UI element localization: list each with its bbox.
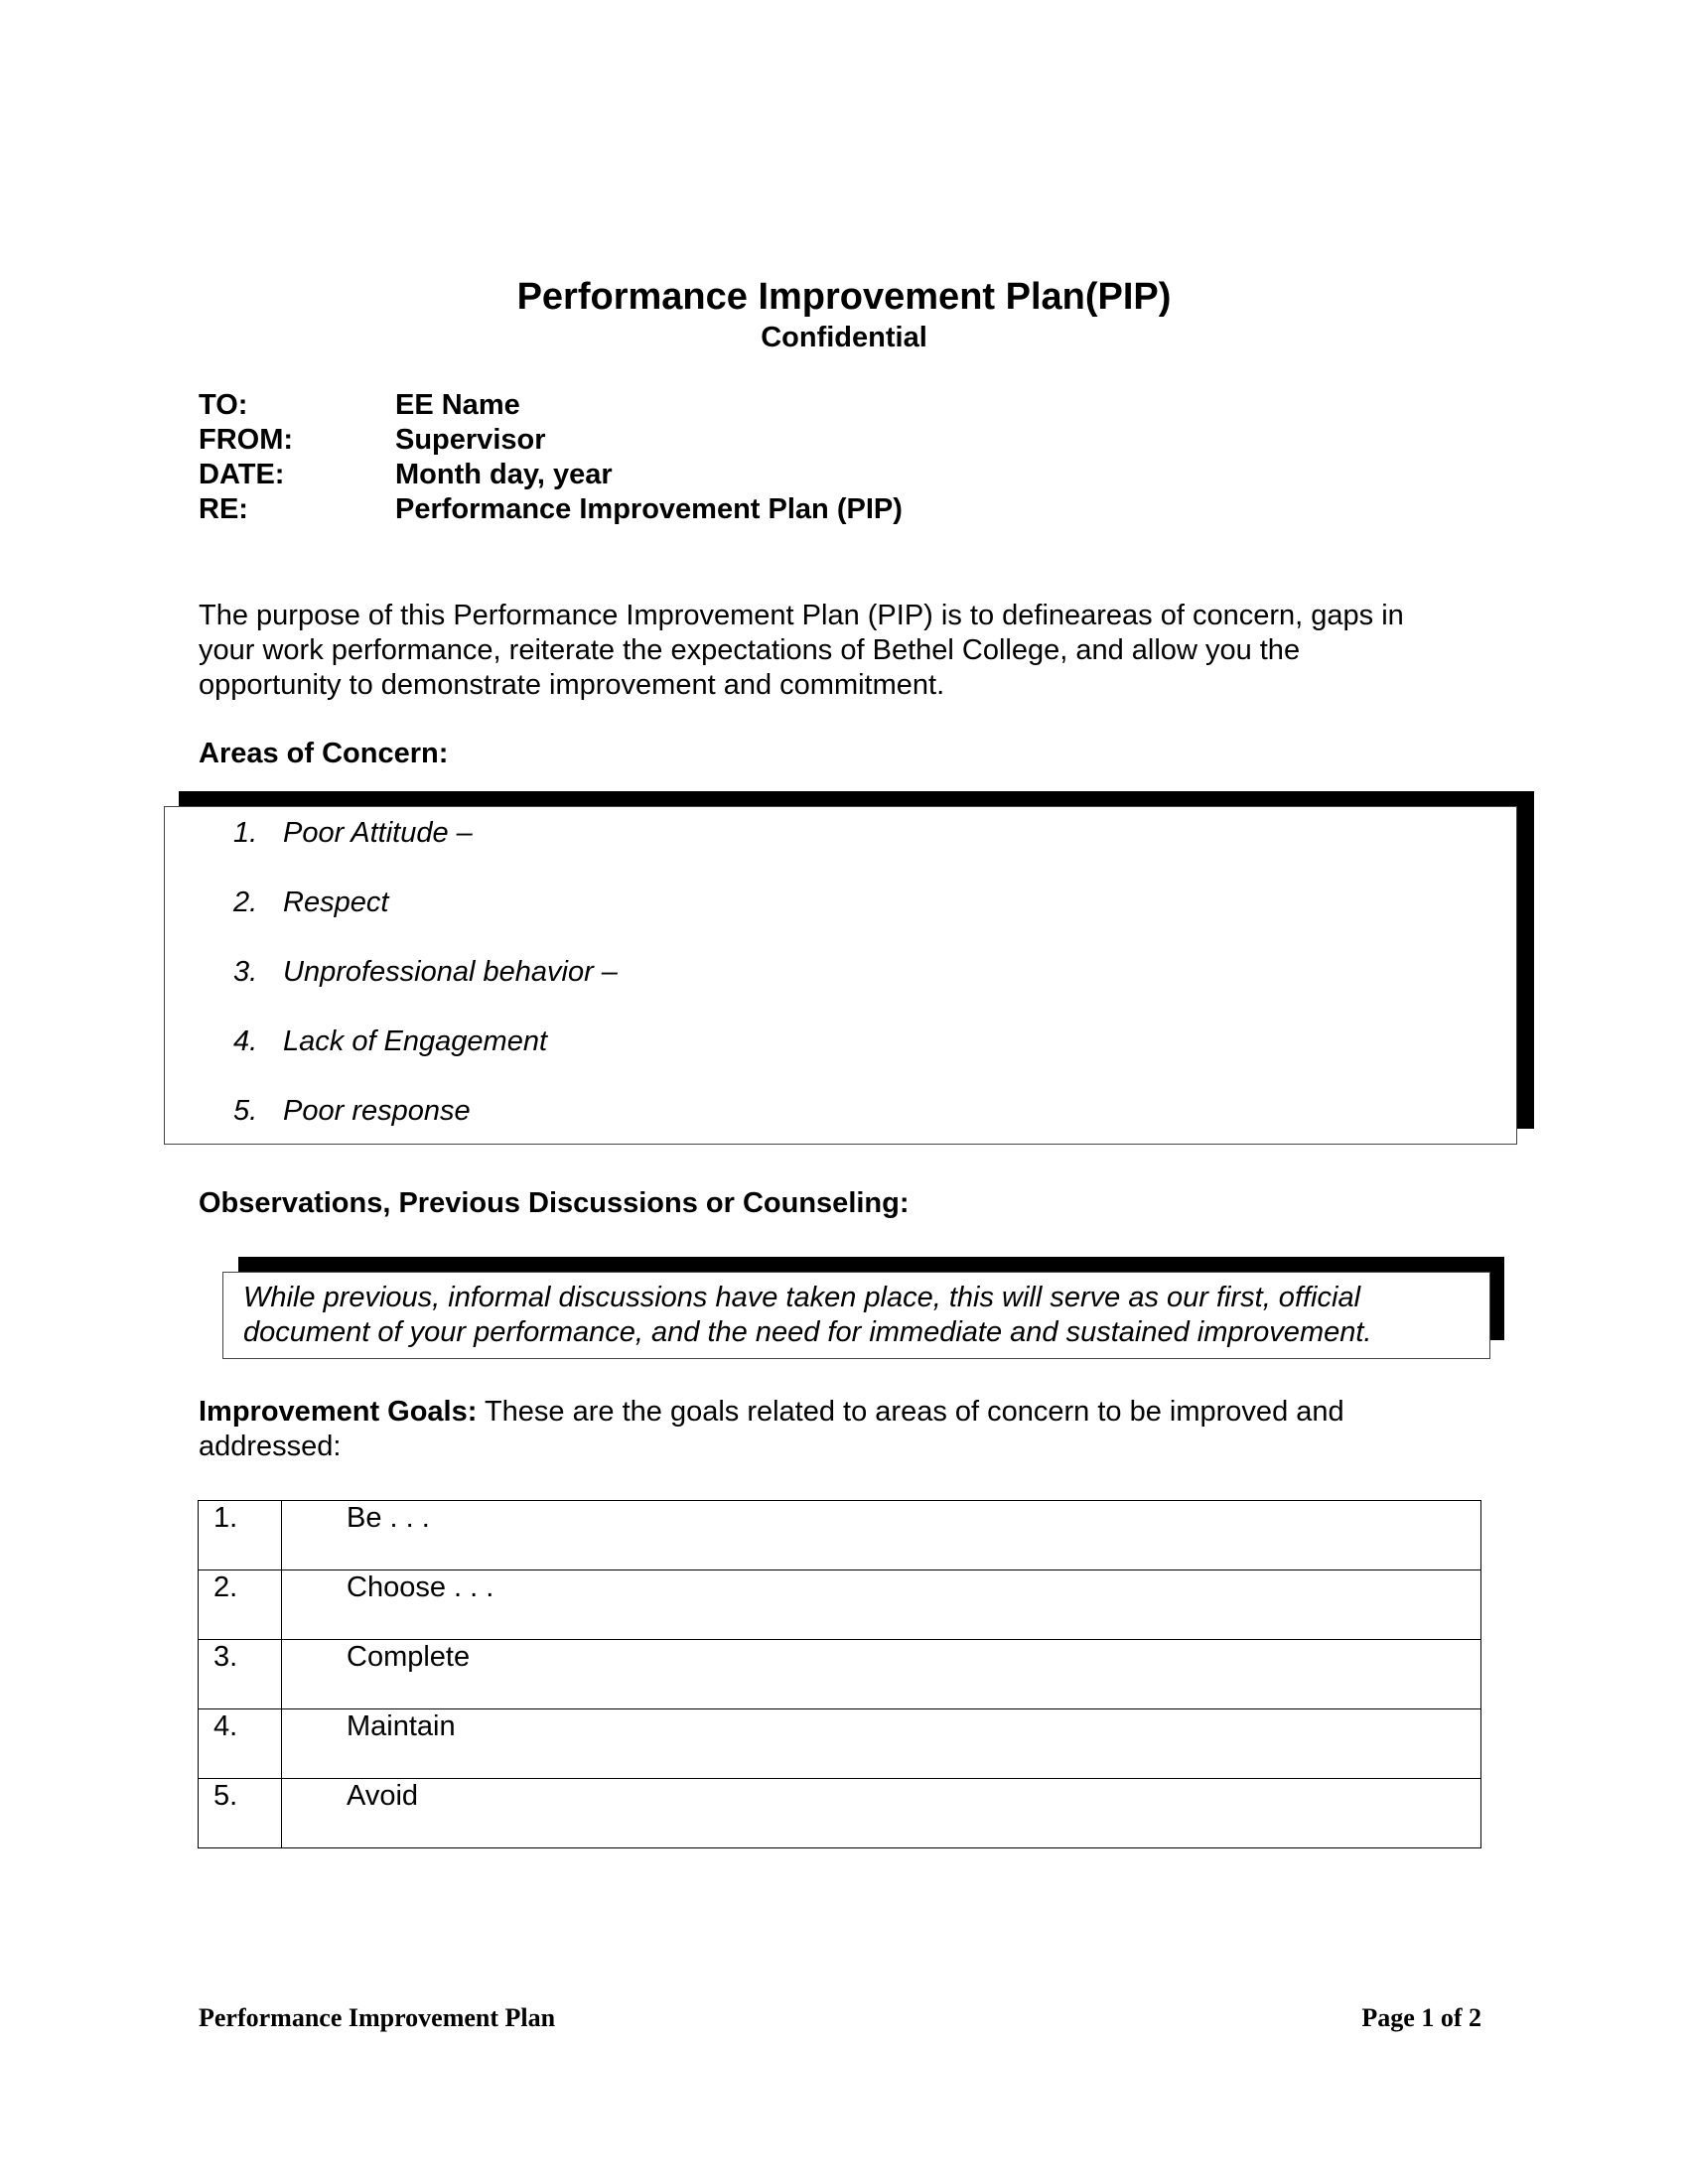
improvement-goals-intro-line-2: addressed: bbox=[199, 1431, 342, 1462]
improvement-goals-intro-text: These are the goals related to areas of concern to be improved and bbox=[477, 1396, 1344, 1428]
concern-number: 5. bbox=[233, 1095, 258, 1127]
improvement-goals-table bbox=[198, 1500, 1481, 1848]
observations-box bbox=[222, 1272, 1490, 1359]
concern-number: 2. bbox=[233, 887, 258, 918]
table-row bbox=[199, 1570, 1481, 1640]
goal-text: Be . . . bbox=[282, 1501, 1481, 1570]
improvement-goals-intro bbox=[199, 1395, 1509, 1464]
concern-text: Poor response bbox=[283, 1095, 471, 1127]
concern-number: 4. bbox=[233, 1025, 258, 1057]
goal-number: 1. bbox=[199, 1501, 282, 1570]
memo-re-label: RE: bbox=[199, 493, 248, 525]
memo-to-label: TO: bbox=[199, 389, 248, 421]
memo-date-row bbox=[199, 459, 1489, 493]
memo-to-row bbox=[199, 389, 1489, 424]
table-row bbox=[199, 1640, 1481, 1709]
memo-from-row bbox=[199, 424, 1489, 459]
goal-number: 3. bbox=[199, 1640, 282, 1709]
observations-text bbox=[243, 1281, 1475, 1350]
goal-text: Complete bbox=[282, 1640, 1481, 1709]
purpose-paragraph bbox=[199, 599, 1509, 703]
purpose-line-3: opportunity to demonstrate improvement and commitment. bbox=[199, 669, 945, 701]
goal-text: Avoid bbox=[282, 1779, 1481, 1848]
concern-text: Poor Attitude – bbox=[283, 817, 473, 849]
concern-text: Unprofessional behavior – bbox=[283, 956, 618, 988]
purpose-line-1: The purpose of this Performance Improvement Plan (PIP) is to defineareas of concern, gaps in bbox=[199, 600, 1404, 631]
footer-document-title: Performance Improvement Plan bbox=[199, 2003, 556, 2032]
memo-re-value: Performance Improvement Plan (PIP) bbox=[395, 493, 903, 525]
memo-from-value: Supervisor bbox=[395, 424, 546, 456]
concern-text: Lack of Engagement bbox=[283, 1025, 548, 1057]
table-row bbox=[199, 1779, 1481, 1848]
memo-date-label: DATE: bbox=[199, 459, 285, 490]
observations-line-2: document of your performance, and the need for immediate and sustained improvement. bbox=[243, 1316, 1372, 1348]
concern-text: Respect bbox=[283, 887, 389, 918]
page-title: Performance Improvement Plan(PIP) bbox=[516, 276, 1172, 318]
goal-number: 5. bbox=[199, 1779, 282, 1848]
observations-line-1: While previous, informal discussions have taken place, this will serve as our first, official bbox=[243, 1282, 1361, 1313]
purpose-line-2: your work performance, reiterate the expectations of Bethel College, and allow you the bbox=[199, 634, 1301, 666]
improvement-goals-heading: Improvement Goals: bbox=[199, 1396, 478, 1428]
footer-page-number: Page 1 of 2 bbox=[1361, 2003, 1481, 2032]
areas-of-concern-heading: Areas of Concern: bbox=[199, 738, 449, 769]
concern-number: 1. bbox=[233, 817, 258, 849]
goal-text: Choose . . . bbox=[282, 1570, 1481, 1640]
observations-heading: Observations, Previous Discussions or Counseling: bbox=[199, 1187, 910, 1219]
memo-from-label: FROM: bbox=[199, 424, 294, 456]
goal-text: Maintain bbox=[282, 1709, 1481, 1779]
goal-number: 2. bbox=[199, 1570, 282, 1640]
memo-re-row bbox=[199, 493, 1489, 528]
memo-date-value: Month day, year bbox=[395, 459, 613, 490]
goal-number: 4. bbox=[199, 1709, 282, 1779]
table-row bbox=[199, 1709, 1481, 1779]
confidential-label: Confidential bbox=[761, 322, 927, 353]
concern-number: 3. bbox=[233, 956, 258, 988]
table-row bbox=[199, 1501, 1481, 1570]
memo-to-value: EE Name bbox=[395, 389, 520, 421]
